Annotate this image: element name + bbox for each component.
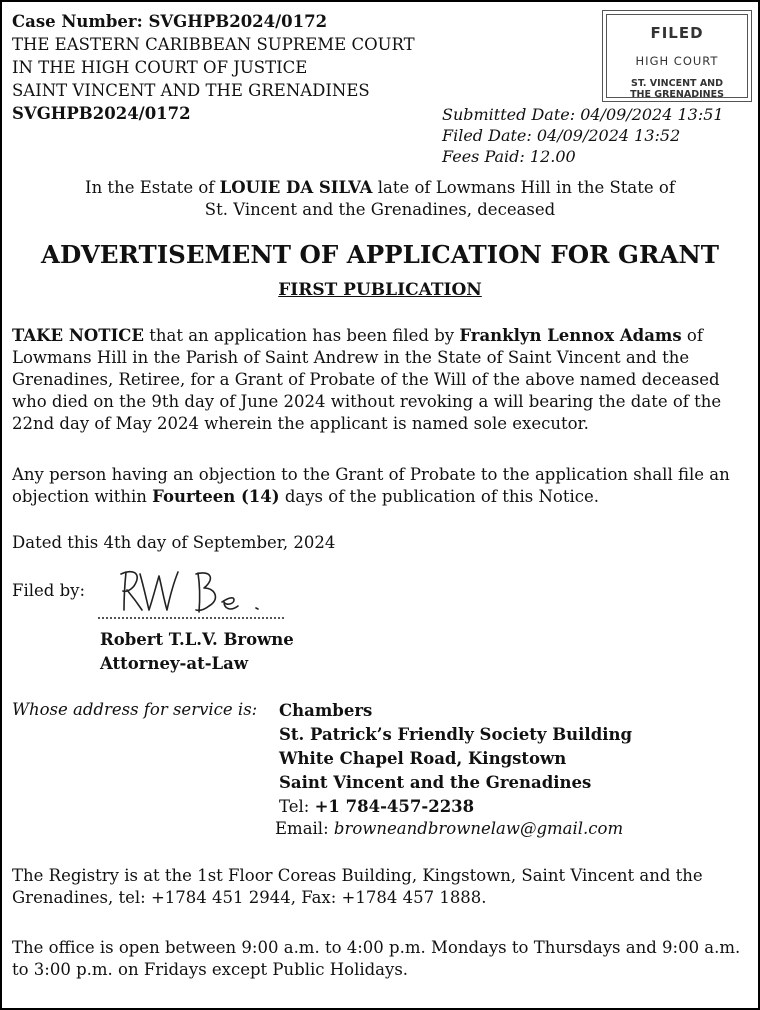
estate-rest: late of Lowmans Hill in the State of — [372, 178, 675, 197]
email-address: browneandbrownelaw@gmail.com — [333, 819, 624, 838]
attorney-title: Attorney-at-Law — [100, 654, 249, 673]
attorney-signature — [112, 564, 282, 618]
case-reference: SVGHPB2024/0172 — [12, 104, 191, 123]
attorney-name: Robert T.L.V. Browne — [100, 630, 294, 649]
filed-stamp — [602, 10, 752, 102]
stamp-court: HIGH COURT — [635, 54, 719, 68]
address-line-4: Saint Vincent and the Grenadines — [279, 773, 592, 792]
registry-paragraph: The Registry is at the 1st Floor Coreas Building, Kingstown, Saint Vincent and the Grenadines, tel: +1784 451 2944, Fax: +1784 457 1888. — [12, 866, 703, 907]
objection-paragraph — [12, 464, 750, 508]
filing-dates — [442, 104, 724, 167]
submitted-date: Submitted Date: 04/09/2024 13:51 — [442, 105, 724, 124]
address-line-3: White Chapel Road, Kingstown — [279, 749, 567, 768]
fees-paid: Fees Paid: 12.00 — [442, 147, 576, 166]
estate-prefix: In the Estate of — [85, 178, 220, 197]
publication-label: FIRST PUBLICATION — [278, 280, 482, 300]
stamp-filed: FILED — [650, 24, 704, 42]
stamp-place-2: THE GRENADINES — [630, 89, 724, 100]
notice-paragraph — [12, 325, 750, 435]
filed-by-label: Filed by: — [12, 581, 86, 600]
office-hours-paragraph: The office is open between 9:00 a.m. to 4:00 p.m. Mondays to Thursdays and 9:00 a.m. to 3:00 p.m. on Fridays except Public Holidays. — [12, 938, 741, 979]
court-name: THE EASTERN CARIBBEAN SUPREME COURT — [12, 35, 415, 54]
applicant-name: Franklyn Lennox Adams — [459, 326, 682, 345]
email-line — [275, 818, 623, 840]
stamp-place-1: ST. VINCENT AND — [630, 78, 724, 89]
estate-heading — [12, 177, 748, 221]
tel-number: +1 784-457-2238 — [314, 797, 475, 816]
dated-line: Dated this 4th day of September, 2024 — [12, 533, 336, 552]
notice-text-2: of Lowmans Hill in the Parish of Saint Andrew in the State of Saint Vincent and the Grenadines, Retiree, for a Grant of Probate of the Will of the above named deceased who died on the 9th day of June 2024 without revoking a will bearing the date of the 22nd day of May 2024 wherein the applicant is named sole executor. — [12, 326, 722, 433]
objection-text-1: Any person having an objection to the Grant of Probate to the application shall file an objection within — [12, 465, 730, 506]
notice-text-1: that an application has been filed by — [144, 326, 460, 345]
objection-period: Fourteen (14) — [152, 487, 280, 506]
case-number: Case Number: SVGHPB2024/0172 — [12, 12, 328, 31]
court-header — [12, 10, 415, 125]
deceased-name: LOUIE DA SILVA — [219, 178, 373, 197]
signature-line — [98, 617, 284, 619]
telephone — [279, 795, 632, 819]
address-line-2: St. Patrick’s Friendly Society Building — [279, 725, 633, 744]
address-label: Whose address for service is: — [12, 700, 258, 719]
court-division: IN THE HIGH COURT OF JUSTICE — [12, 58, 308, 77]
service-address — [279, 699, 632, 819]
take-notice: TAKE NOTICE — [12, 326, 144, 345]
court-jurisdiction: SAINT VINCENT AND THE GRENADINES — [12, 81, 370, 100]
attorney-block — [100, 628, 294, 676]
document-title: ADVERTISEMENT OF APPLICATION FOR GRANT — [41, 240, 719, 269]
email-label: Email: — [275, 819, 334, 838]
estate-line-2: St. Vincent and the Grenadines, deceased — [204, 200, 556, 219]
tel-label: Tel: — [279, 797, 315, 816]
objection-text-2: days of the publication of this Notice. — [279, 487, 599, 506]
address-line-1: Chambers — [279, 701, 373, 720]
filed-date: Filed Date: 04/09/2024 13:52 — [442, 126, 681, 145]
